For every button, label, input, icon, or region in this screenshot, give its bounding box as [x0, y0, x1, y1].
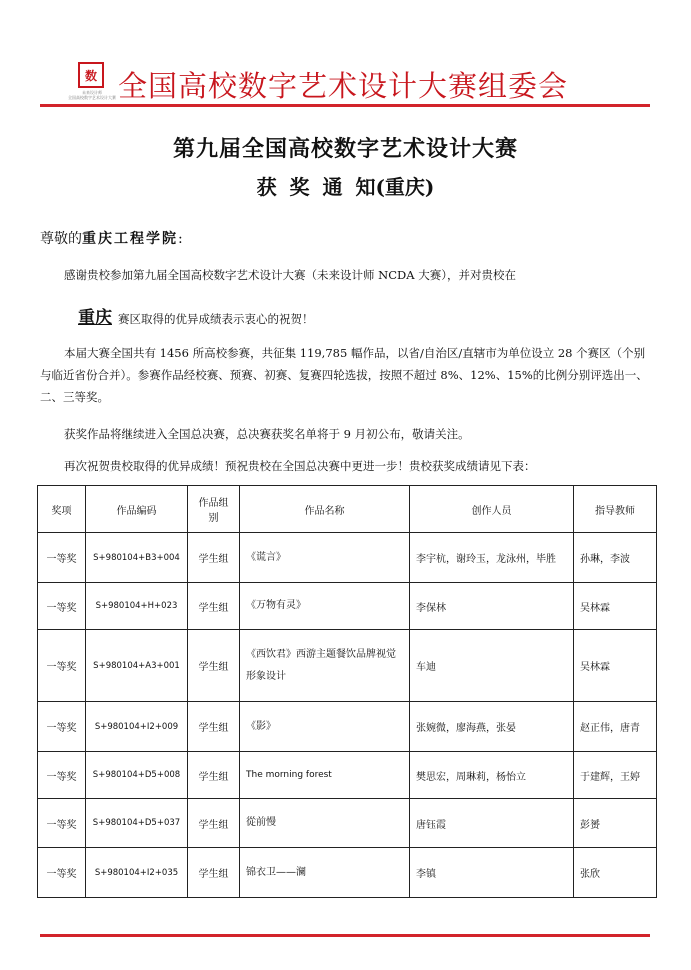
cell-creators: 李镇 [410, 848, 574, 898]
cell-advisors: 赵正伟，唐青 [574, 702, 657, 752]
cell-group: 学生组 [188, 630, 240, 702]
greeting [40, 228, 183, 248]
cell-group: 学生组 [188, 752, 240, 799]
cell-code: S+980104+H+023 [86, 583, 188, 630]
logo-caption-1: 未来设计师 [82, 90, 102, 95]
table-row [38, 702, 657, 752]
table-row [38, 630, 657, 702]
awards-table [37, 485, 657, 898]
cell-award: 一等奖 [38, 702, 86, 752]
cell-group: 学生组 [188, 583, 240, 630]
cell-code: S+980104+B3+004 [86, 533, 188, 583]
footer-divider [40, 934, 650, 937]
document-title: 第九届全国高校数字艺术设计大赛 [172, 136, 518, 162]
paragraph-congrats: 再次祝贺贵校取得的优异成绩！预祝贵校在全国总决赛中更进一步！贵校获奖成绩请见下表： [64, 459, 536, 473]
cell-advisors: 张欣 [574, 848, 657, 898]
header-divider [40, 104, 650, 107]
cell-work: 從前慢 [240, 799, 410, 848]
cell-code: S+980104+I2+035 [86, 848, 188, 898]
logo-caption [60, 90, 124, 100]
cell-award: 一等奖 [38, 630, 86, 702]
header-group: 作品组别 [188, 486, 240, 533]
organizer-name: 全国高校数字艺术设计大赛组委会 [118, 69, 569, 103]
cell-advisors: 于建辉，王婷 [574, 752, 657, 799]
greeting-prefix: 尊敬的 [40, 231, 82, 247]
cell-award: 一等奖 [38, 533, 86, 583]
header-advisors: 指导教师 [574, 486, 657, 533]
logo-glyph: 数 [84, 68, 97, 83]
cell-creators: 唐钰霞 [410, 799, 574, 848]
cell-award: 一等奖 [38, 752, 86, 799]
paragraph-region [78, 303, 314, 328]
logo-caption-2: 全国高校数字艺术设计大赛 [68, 95, 116, 100]
cell-award: 一等奖 [38, 848, 86, 898]
cell-group: 学生组 [188, 799, 240, 848]
organizer-logo [78, 62, 104, 88]
cell-creators: 张婉微，廖海燕，张晏 [410, 702, 574, 752]
header-creators: 创作人员 [410, 486, 574, 533]
paragraph-contest-info: 本届大赛全国共有 1456 所高校参赛，共征集 119,785 幅作品，以省/自治区/直辖市为单位设立 28 个赛区（个别与临近省份合并）。参赛作品经校赛、预赛、初赛、复赛四轮选拔，按照不超过 8%、12%、15%的比例分别评选出一、二、三等奖。 [40, 346, 648, 404]
paragraph-finals: 获奖作品将继续进入全国总决赛，总决赛获奖名单将于 9 月初公布，敬请关注。 [64, 427, 470, 441]
cell-code: S+980104+A3+001 [86, 630, 188, 702]
table-row [38, 848, 657, 898]
cell-award: 一等奖 [38, 799, 86, 848]
cell-work: 锦衣卫——澜 [240, 848, 410, 898]
region-name: 重庆 [78, 308, 112, 328]
cell-advisors: 吴林霖 [574, 630, 657, 702]
region-text: 赛区取得的优异成绩表示衷心的祝贺！ [118, 312, 314, 326]
cell-code: S+980104+D5+037 [86, 799, 188, 848]
cell-group: 学生组 [188, 533, 240, 583]
cell-award: 一等奖 [38, 583, 86, 630]
cell-code: S+980104+I2+009 [86, 702, 188, 752]
table-row [38, 752, 657, 799]
greeting-suffix: : [178, 231, 183, 247]
paragraph-thanks: 感谢贵校参加第九届全国高校数字艺术设计大赛（未来设计师 NCDA 大赛），并对贵校在 [64, 268, 516, 282]
cell-work: 《谎言》 [240, 533, 410, 583]
cell-code: S+980104+D5+008 [86, 752, 188, 799]
document-subtitle: 获 奖 通 知(重庆) [256, 175, 435, 199]
cell-work: 《万物有灵》 [240, 583, 410, 630]
cell-group: 学生组 [188, 848, 240, 898]
header-award: 奖项 [38, 486, 86, 533]
cell-work: 《西饮君》西游主题餐饮品牌视觉形象设计 [240, 630, 410, 702]
cell-work: 《影》 [240, 702, 410, 752]
cell-creators: 樊思宏，周琳莉，杨怡立 [410, 752, 574, 799]
cell-creators: 车迪 [410, 630, 574, 702]
cell-advisors: 彭赟 [574, 799, 657, 848]
table-header-row [38, 486, 657, 533]
table-row [38, 583, 657, 630]
header-work: 作品名称 [240, 486, 410, 533]
table-row [38, 799, 657, 848]
header-code: 作品编码 [86, 486, 188, 533]
cell-advisors: 吴林霖 [574, 583, 657, 630]
cell-work: The morning forest [240, 752, 410, 799]
cell-creators: 李保林 [410, 583, 574, 630]
cell-group: 学生组 [188, 702, 240, 752]
cell-creators: 李宇杭，谢玲玉，龙泳州，毕胜 [410, 533, 574, 583]
school-name: 重庆工程学院 [82, 231, 178, 247]
cell-advisors: 孙琳，李波 [574, 533, 657, 583]
table-row [38, 533, 657, 583]
